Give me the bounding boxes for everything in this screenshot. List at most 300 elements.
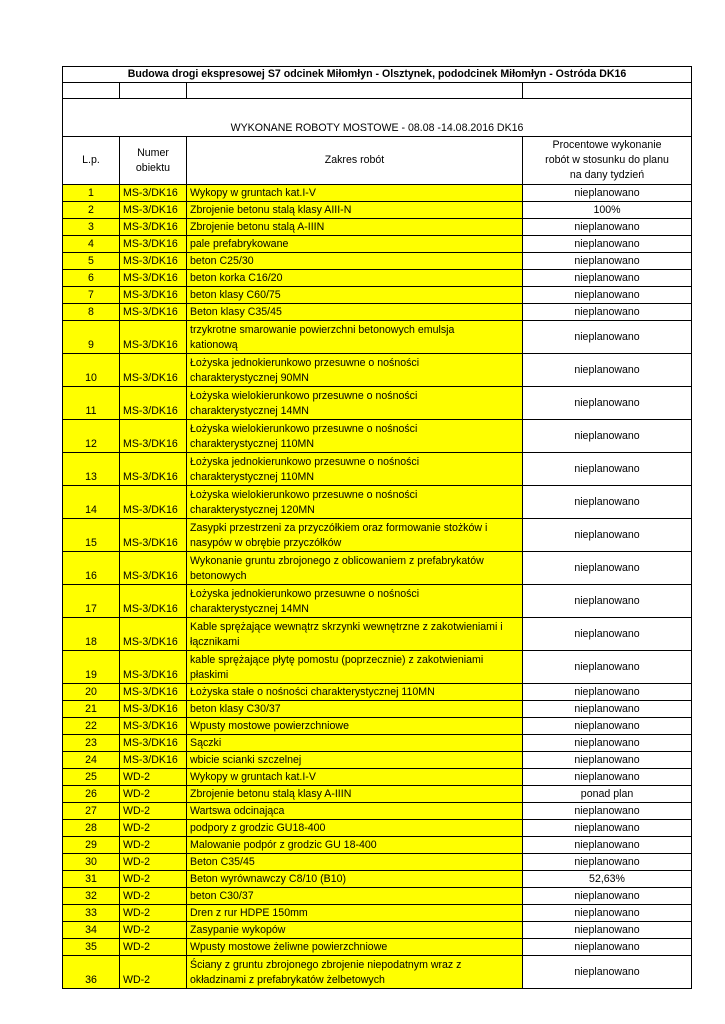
row-number: 34 xyxy=(85,924,97,936)
work-scope-cell xyxy=(187,202,523,219)
object-number: MS-3/DK16 xyxy=(123,537,178,549)
completion-percent: nieplanowano xyxy=(574,529,640,541)
empty-cell xyxy=(187,83,523,99)
row-number-cell xyxy=(63,253,120,270)
row-number-cell xyxy=(63,922,120,939)
object-number: MS-3/DK16 xyxy=(123,570,178,582)
work-scope-line: kationową xyxy=(190,339,238,351)
object-number-cell xyxy=(120,185,187,202)
empty-row xyxy=(63,83,692,99)
work-scope-line: Wartswa odcinająca xyxy=(190,805,285,817)
table-row xyxy=(63,253,692,270)
completion-percent-cell xyxy=(523,202,692,219)
work-scope-cell xyxy=(187,321,523,354)
row-number: 26 xyxy=(85,788,97,800)
row-number: 6 xyxy=(88,272,94,284)
column-header-object-line: obiektu xyxy=(135,161,171,174)
row-number-cell xyxy=(63,486,120,519)
completion-percent: nieplanowano xyxy=(574,221,640,233)
work-scope-cell xyxy=(187,185,523,202)
work-scope-cell xyxy=(187,387,523,420)
work-scope-cell xyxy=(187,552,523,585)
table-row xyxy=(63,202,692,219)
object-number: WD-2 xyxy=(123,974,151,986)
object-number: WD-2 xyxy=(123,856,151,868)
row-number-cell xyxy=(63,786,120,803)
work-scope-line: betonowych xyxy=(190,570,247,582)
work-scope-cell xyxy=(187,871,523,888)
completion-percent-cell xyxy=(523,287,692,304)
object-number: WD-2 xyxy=(123,822,151,834)
table-row xyxy=(63,701,692,718)
row-number-cell xyxy=(63,939,120,956)
work-scope-line: łącznikami xyxy=(190,636,240,648)
work-scope-cell xyxy=(187,939,523,956)
work-scope-line: Zbrojenie betonu stalą klasy AIII-N xyxy=(190,204,352,216)
table-row xyxy=(63,387,692,420)
work-scope-line: podpory z grodzic GU18-400 xyxy=(190,822,326,834)
table-row xyxy=(63,871,692,888)
completion-percent: nieplanowano xyxy=(574,430,640,442)
work-scope-cell xyxy=(187,854,523,871)
completion-percent: nieplanowano xyxy=(574,754,640,766)
object-number-cell xyxy=(120,219,187,236)
completion-percent-cell xyxy=(523,803,692,820)
work-scope-cell xyxy=(187,420,523,453)
column-header-scope-label: Zakres robót xyxy=(324,154,385,166)
object-number: WD-2 xyxy=(123,907,151,919)
table-row xyxy=(63,786,692,803)
work-scope-line: beton C25/30 xyxy=(190,255,254,267)
completion-percent: nieplanowano xyxy=(574,364,640,376)
completion-percent-cell xyxy=(523,735,692,752)
completion-percent-cell xyxy=(523,253,692,270)
completion-percent: nieplanowano xyxy=(574,805,640,817)
row-number: 22 xyxy=(85,720,97,732)
work-scope-line: Ściany z gruntu zbrojonego zbrojenie niepodatnym wraz z xyxy=(190,959,462,971)
table-row xyxy=(63,618,692,651)
row-number: 25 xyxy=(85,771,97,783)
column-header-object xyxy=(120,137,187,185)
row-number-cell xyxy=(63,321,120,354)
work-scope-line: charakterystycznej 90MN xyxy=(190,372,309,384)
row-number: 14 xyxy=(85,504,97,516)
completion-percent: nieplanowano xyxy=(574,306,640,318)
table-row xyxy=(63,219,692,236)
object-number-cell xyxy=(120,803,187,820)
table-row xyxy=(63,321,692,354)
object-number: MS-3/DK16 xyxy=(123,272,178,284)
table-row xyxy=(63,820,692,837)
work-scope-cell xyxy=(187,803,523,820)
completion-percent: nieplanowano xyxy=(574,941,640,953)
work-scope-line: charakterystycznej 110MN xyxy=(190,438,315,450)
object-number: MS-3/DK16 xyxy=(123,339,178,351)
object-number-cell xyxy=(120,453,187,486)
completion-percent-cell xyxy=(523,939,692,956)
completion-percent-cell xyxy=(523,185,692,202)
table-row xyxy=(63,552,692,585)
object-number-cell xyxy=(120,786,187,803)
row-number-cell xyxy=(63,270,120,287)
row-number: 35 xyxy=(85,941,97,953)
row-number-cell xyxy=(63,420,120,453)
completion-percent: nieplanowano xyxy=(574,562,640,574)
completion-percent: nieplanowano xyxy=(574,255,640,267)
work-scope-line: Wpusty mostowe powierzchniowe xyxy=(190,720,349,732)
completion-percent: nieplanowano xyxy=(574,737,640,749)
object-number: MS-3/DK16 xyxy=(123,221,178,233)
table-row xyxy=(63,651,692,684)
work-scope-line: Wykopy w gruntach kat.I-V xyxy=(190,187,316,199)
work-scope-cell xyxy=(187,253,523,270)
work-scope-line: Wykonanie gruntu zbrojonego z oblicowaniem z prefabrykatów xyxy=(190,555,484,567)
object-number: MS-3/DK16 xyxy=(123,603,178,615)
work-scope-cell xyxy=(187,956,523,989)
completion-percent-cell xyxy=(523,585,692,618)
work-scope-line: beton klasy C60/75 xyxy=(190,289,281,301)
row-number-cell xyxy=(63,453,120,486)
work-scope-line: Beton C35/45 xyxy=(190,856,255,868)
object-number-cell xyxy=(120,769,187,786)
row-number: 16 xyxy=(85,570,97,582)
row-number: 17 xyxy=(85,603,97,615)
row-number: 10 xyxy=(85,372,97,384)
completion-percent-cell xyxy=(523,769,692,786)
completion-percent: nieplanowano xyxy=(574,966,640,978)
completion-percent: 52,63% xyxy=(589,873,625,885)
completion-percent-cell xyxy=(523,552,692,585)
completion-percent: nieplanowano xyxy=(574,272,640,284)
row-number: 1 xyxy=(88,187,94,199)
completion-percent-cell xyxy=(523,786,692,803)
work-scope-line: beton C30/37 xyxy=(190,890,254,902)
completion-percent-cell xyxy=(523,354,692,387)
work-scope-line: nasypów w obrębie przyczółków xyxy=(190,537,342,549)
work-scope-line: Łożyska stałe o nośności charakterystycznej 110MN xyxy=(190,686,435,698)
work-scope-cell xyxy=(187,519,523,552)
completion-percent: nieplanowano xyxy=(574,686,640,698)
row-number: 20 xyxy=(85,686,97,698)
work-scope-line: Wykopy w gruntach kat.I-V xyxy=(190,771,316,783)
object-number-cell xyxy=(120,735,187,752)
column-header-percent-line: Procentowe wykonanie xyxy=(552,139,662,151)
row-number-cell xyxy=(63,304,120,321)
completion-percent: nieplanowano xyxy=(574,661,640,673)
completion-percent-cell xyxy=(523,837,692,854)
object-number: MS-3/DK16 xyxy=(123,405,178,417)
object-number: MS-3/DK16 xyxy=(123,504,178,516)
completion-percent-cell xyxy=(523,718,692,735)
completion-percent: nieplanowano xyxy=(574,839,640,851)
work-scope-line: charakterystycznej 14MN xyxy=(190,405,309,417)
row-number: 32 xyxy=(85,890,97,902)
completion-percent: nieplanowano xyxy=(574,924,640,936)
work-scope-line: pale prefabrykowane xyxy=(190,238,289,250)
work-scope-line: Zbrojenie betonu stalą klasy A-IIIN xyxy=(190,788,352,800)
completion-percent-cell xyxy=(523,820,692,837)
row-number-cell xyxy=(63,585,120,618)
row-number-cell xyxy=(63,718,120,735)
table-row xyxy=(63,854,692,871)
work-scope-line: charakterystycznej 120MN xyxy=(190,504,315,516)
work-scope-cell xyxy=(187,270,523,287)
object-number: MS-3/DK16 xyxy=(123,289,178,301)
table-row xyxy=(63,684,692,701)
row-number-cell xyxy=(63,684,120,701)
row-number-cell xyxy=(63,202,120,219)
row-number-cell xyxy=(63,854,120,871)
work-scope-cell xyxy=(187,735,523,752)
completion-percent: nieplanowano xyxy=(574,289,640,301)
object-number: WD-2 xyxy=(123,805,151,817)
title-row xyxy=(63,67,692,83)
table-row xyxy=(63,486,692,519)
work-scope-line: Sączki xyxy=(190,737,222,749)
column-header-percent-line: na dany tydzień xyxy=(569,169,645,181)
column-header-percent-line: robót w stosunku do planu xyxy=(545,154,669,166)
completion-percent-cell xyxy=(523,854,692,871)
work-scope-cell xyxy=(187,236,523,253)
row-number-cell xyxy=(63,871,120,888)
completion-percent: nieplanowano xyxy=(574,703,640,715)
object-number: MS-3/DK16 xyxy=(123,737,178,749)
object-number-cell xyxy=(120,651,187,684)
work-scope-cell xyxy=(187,219,523,236)
completion-percent: nieplanowano xyxy=(574,331,640,343)
row-number: 8 xyxy=(88,306,94,318)
row-number: 11 xyxy=(85,405,97,417)
object-number: MS-3/DK16 xyxy=(123,306,178,318)
row-number-cell xyxy=(63,752,120,769)
completion-percent: nieplanowano xyxy=(574,628,640,640)
work-scope-cell xyxy=(187,651,523,684)
completion-percent: nieplanowano xyxy=(574,907,640,919)
table-row xyxy=(63,769,692,786)
row-number: 24 xyxy=(85,754,97,766)
object-number-cell xyxy=(120,684,187,701)
empty-cell xyxy=(120,83,187,99)
object-number-cell xyxy=(120,253,187,270)
completion-percent-cell xyxy=(523,304,692,321)
completion-percent: nieplanowano xyxy=(574,238,640,250)
object-number-cell xyxy=(120,486,187,519)
completion-percent-cell xyxy=(523,651,692,684)
object-number: MS-3/DK16 xyxy=(123,238,178,250)
completion-percent-cell xyxy=(523,270,692,287)
object-number: MS-3/DK16 xyxy=(123,669,178,681)
row-number: 4 xyxy=(88,238,94,250)
table-row xyxy=(63,304,692,321)
row-number: 2 xyxy=(88,204,94,216)
object-number-cell xyxy=(120,905,187,922)
completion-percent: nieplanowano xyxy=(574,397,640,409)
row-number-cell xyxy=(63,219,120,236)
table-row xyxy=(63,939,692,956)
completion-percent-cell xyxy=(523,922,692,939)
row-number-cell xyxy=(63,651,120,684)
work-scope-cell xyxy=(187,453,523,486)
completion-percent-cell xyxy=(523,236,692,253)
row-number: 13 xyxy=(85,471,97,483)
completion-percent-cell xyxy=(523,684,692,701)
row-number-cell xyxy=(63,354,120,387)
work-scope-cell xyxy=(187,684,523,701)
column-header-row xyxy=(63,137,692,185)
table-row xyxy=(63,735,692,752)
object-number-cell xyxy=(120,888,187,905)
completion-percent-cell xyxy=(523,219,692,236)
row-number-cell xyxy=(63,185,120,202)
work-scope-line: płaskimi xyxy=(190,669,229,681)
row-number-cell xyxy=(63,552,120,585)
work-scope-line: Beton klasy C35/45 xyxy=(190,306,282,318)
work-scope-line: Łożyska wielokierunkowo przesuwne o nośności xyxy=(190,390,418,402)
object-number-cell xyxy=(120,585,187,618)
completion-percent: nieplanowano xyxy=(574,890,640,902)
object-number-cell xyxy=(120,752,187,769)
work-scope-cell xyxy=(187,837,523,854)
work-scope-line: beton korka C16/20 xyxy=(190,272,283,284)
work-scope-line: Łożyska jednokierunkowo przesuwne o nośności xyxy=(190,456,420,468)
table-row xyxy=(63,420,692,453)
object-number-cell xyxy=(120,354,187,387)
subtitle-row xyxy=(63,99,692,137)
work-scope-cell xyxy=(187,922,523,939)
column-header-percent xyxy=(523,137,692,185)
table-row xyxy=(63,185,692,202)
row-number-cell xyxy=(63,888,120,905)
object-number: MS-3/DK16 xyxy=(123,703,178,715)
object-number: MS-3/DK16 xyxy=(123,204,178,216)
completion-percent-cell xyxy=(523,956,692,989)
completion-percent-cell xyxy=(523,486,692,519)
work-scope-cell xyxy=(187,786,523,803)
work-scope-line: charakterystycznej 14MN xyxy=(190,603,309,615)
table-row xyxy=(63,718,692,735)
work-scope-line: Zbrojenie betonu stalą A-IIIN xyxy=(190,221,325,233)
object-number: WD-2 xyxy=(123,839,151,851)
completion-percent: nieplanowano xyxy=(574,595,640,607)
row-number: 33 xyxy=(85,907,97,919)
object-number-cell xyxy=(120,618,187,651)
row-number-cell xyxy=(63,820,120,837)
table-row xyxy=(63,453,692,486)
row-number-cell xyxy=(63,735,120,752)
object-number: WD-2 xyxy=(123,771,151,783)
work-scope-line: Zasypki przestrzeni za przyczółkiem oraz formowanie stożków i xyxy=(190,522,488,534)
completion-percent: nieplanowano xyxy=(574,187,640,199)
row-number-cell xyxy=(63,701,120,718)
object-number-cell xyxy=(120,519,187,552)
row-number: 23 xyxy=(85,737,97,749)
empty-cell xyxy=(523,83,692,99)
work-scope-line: Zasypanie wykopów xyxy=(190,924,286,936)
work-scope-cell xyxy=(187,769,523,786)
row-number: 29 xyxy=(85,839,97,851)
object-number: MS-3/DK16 xyxy=(123,372,178,384)
row-number: 21 xyxy=(85,703,97,715)
work-scope-line: okładzinami z prefabrykatów żelbetowych xyxy=(190,974,385,986)
row-number: 3 xyxy=(88,221,94,233)
object-number: MS-3/DK16 xyxy=(123,187,178,199)
row-number-cell xyxy=(63,387,120,420)
work-scope-cell xyxy=(187,585,523,618)
empty-cell xyxy=(63,83,120,99)
completion-percent-cell xyxy=(523,420,692,453)
completion-percent-cell xyxy=(523,871,692,888)
table-row xyxy=(63,752,692,769)
work-scope-line: Kable sprężające wewnątrz skrzynki wewnętrzne z zakotwieniami i xyxy=(190,621,503,633)
row-number: 31 xyxy=(85,873,97,885)
object-number-cell xyxy=(120,854,187,871)
completion-percent-cell xyxy=(523,905,692,922)
work-scope-cell xyxy=(187,905,523,922)
work-scope-cell xyxy=(187,820,523,837)
work-scope-cell xyxy=(187,486,523,519)
object-number-cell xyxy=(120,956,187,989)
work-scope-cell xyxy=(187,618,523,651)
object-number-cell xyxy=(120,202,187,219)
document-title: Budowa drogi ekspresowej S7 odcinek Miłomłyn - Olsztynek, pododcinek Miłomłyn - Ostróda DK16 xyxy=(63,67,692,83)
object-number-cell xyxy=(120,701,187,718)
completion-percent-cell xyxy=(523,453,692,486)
work-scope-line: trzykrotne smarowanie powierzchni betonowych emulsja xyxy=(190,324,455,336)
work-scope-line: kable sprężające płytę pomostu (poprzecznie) z zakotwieniami xyxy=(190,654,484,666)
work-scope-cell xyxy=(187,752,523,769)
completion-percent: 100% xyxy=(593,204,621,216)
row-number: 12 xyxy=(85,438,97,450)
table-row xyxy=(63,585,692,618)
work-scope-line: Łożyska jednokierunkowo przesuwne o nośności xyxy=(190,357,420,369)
work-scope-line: Łożyska jednokierunkowo przesuwne o nośności xyxy=(190,588,420,600)
object-number-cell xyxy=(120,387,187,420)
object-number: MS-3/DK16 xyxy=(123,471,178,483)
work-scope-cell xyxy=(187,304,523,321)
completion-percent-cell xyxy=(523,321,692,354)
object-number: WD-2 xyxy=(123,788,151,800)
work-scope-line: wbicie scianki szczelnej xyxy=(190,754,302,766)
completion-percent-cell xyxy=(523,752,692,769)
work-scope-cell xyxy=(187,354,523,387)
object-number-cell xyxy=(120,922,187,939)
work-scope-cell xyxy=(187,718,523,735)
object-number-cell xyxy=(120,939,187,956)
row-number: 27 xyxy=(85,805,97,817)
object-number: MS-3/DK16 xyxy=(123,636,178,648)
table-row xyxy=(63,837,692,854)
row-number: 18 xyxy=(85,636,97,648)
table-row xyxy=(63,270,692,287)
table-row xyxy=(63,236,692,253)
work-scope-line: charakterystycznej 110MN xyxy=(190,471,315,483)
row-number: 9 xyxy=(88,339,94,351)
object-number: WD-2 xyxy=(123,924,151,936)
row-number: 7 xyxy=(88,289,94,301)
row-number: 28 xyxy=(85,822,97,834)
completion-percent-cell xyxy=(523,618,692,651)
row-number: 19 xyxy=(85,669,97,681)
column-header-object-line: Numer xyxy=(137,146,169,159)
row-number-cell xyxy=(63,803,120,820)
table-row xyxy=(63,803,692,820)
column-header-lp-label: L.p. xyxy=(82,154,100,166)
row-number: 36 xyxy=(85,974,97,986)
row-number-cell xyxy=(63,837,120,854)
completion-percent: nieplanowano xyxy=(574,822,640,834)
table-row xyxy=(63,354,692,387)
object-number: WD-2 xyxy=(123,941,151,953)
